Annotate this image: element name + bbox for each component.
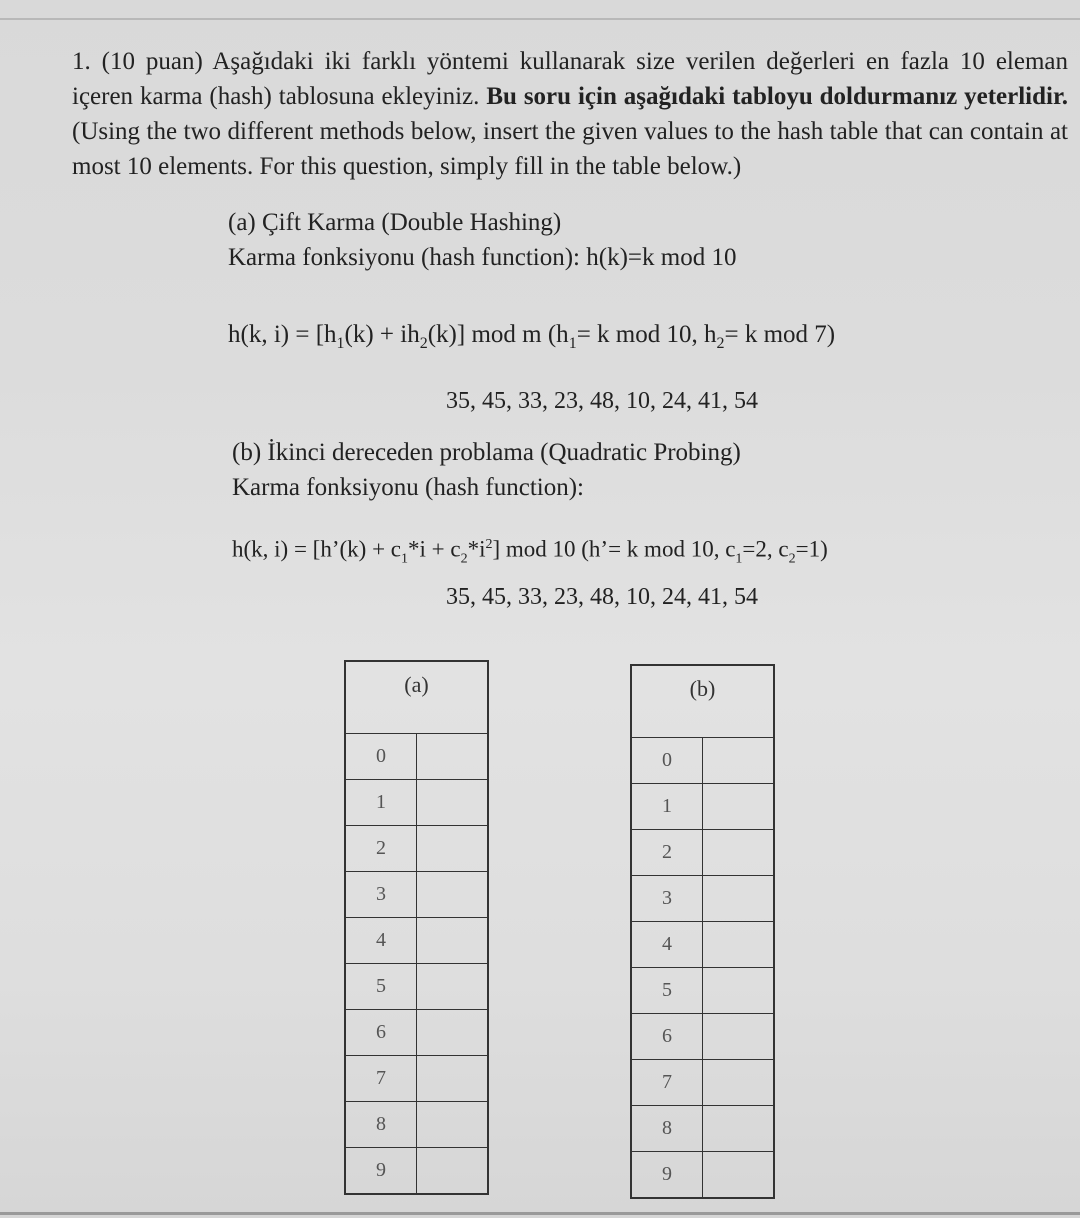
table-b-index: 7 [631,1060,703,1106]
table-a-index: 5 [345,964,417,1010]
table-a-slot-5[interactable] [417,964,489,1010]
table-a-slot-1[interactable] [417,780,489,826]
table-b-index: 6 [631,1014,703,1060]
table-row [345,826,488,872]
question-text [72,44,1068,184]
table-a-slot-8[interactable] [417,1102,489,1148]
part-a-title: (a) Çift Karma (Double Hashing) [228,209,562,236]
table-a-index: 4 [345,918,417,964]
table-row [631,968,774,1014]
table-b-slot-8[interactable] [703,1106,775,1152]
table-a-slot-9[interactable] [417,1148,489,1195]
part-b-hash-function: Karma fonksiyonu (hash function): [232,474,585,501]
part-a-values: 35, 45, 33, 23, 48, 10, 24, 41, 54 [446,388,758,414]
table-row [631,830,774,876]
table-a-slot-3[interactable] [417,872,489,918]
hash-table-a [344,660,489,1195]
table-a-index: 6 [345,1010,417,1056]
table-a-header: (a) [345,661,488,734]
table-b-slot-1[interactable] [703,784,775,830]
table-row [631,784,774,830]
table-row [345,1102,488,1148]
table-row [631,876,774,922]
part-b-title: (b) İkinci dereceden problama (Quadratic Probing) [232,439,741,466]
page-top-edge [0,18,1080,20]
table-b-index: 8 [631,1106,703,1152]
table-row [345,734,488,780]
table-a-slot-4[interactable] [417,918,489,964]
table-b-slot-6[interactable] [703,1014,775,1060]
question-intro: (10 puan) Aşağıdaki iki farklı yöntemi kullanarak size verilen değerleri en fazla 10 eleman içeren karma (hash) tablosuna ekleyiniz. [72,48,1068,110]
part-a-hash-function: Karma fonksiyonu (hash function): h(k)=k mod 10 [228,244,737,271]
table-row [345,918,488,964]
table-a-index: 7 [345,1056,417,1102]
table-b-slot-4[interactable] [703,922,775,968]
table-b-index: 0 [631,738,703,784]
table-row [631,1060,774,1106]
table-a-index: 1 [345,780,417,826]
table-row [631,922,774,968]
table-a-index: 8 [345,1102,417,1148]
table-b-slot-3[interactable] [703,876,775,922]
table-b-slot-5[interactable] [703,968,775,1014]
table-b-index: 1 [631,784,703,830]
table-row [345,1148,488,1195]
table-b-index: 9 [631,1152,703,1199]
table-b-header: (b) [631,665,774,738]
table-row [345,1056,488,1102]
question-number: 1. [72,48,91,75]
table-b-index: 5 [631,968,703,1014]
table-a-index: 3 [345,872,417,918]
table-row [345,872,488,918]
table-b-slot-7[interactable] [703,1060,775,1106]
part-b-values: 35, 45, 33, 23, 48, 10, 24, 41, 54 [446,584,758,610]
table-b-slot-9[interactable] [703,1152,775,1199]
page-bottom-edge [0,1212,1080,1215]
table-b-index: 3 [631,876,703,922]
table-row [631,1014,774,1060]
table-row [631,1152,774,1199]
table-a-index: 0 [345,734,417,780]
table-a-slot-2[interactable] [417,826,489,872]
part-a-formula: h(k, $i) = [h_1(k) + ih_2(k)]$ mod m ($h_1= k$ mod 10, $h_2= k$ mod 7) [228,321,836,352]
table-a-slot-7[interactable] [417,1056,489,1102]
question-english: (Using the two different methods below, insert the given values to the hash table that can contain at most 10 elements. For this question, simply fill in the table below.) [72,118,1068,180]
table-row [345,964,488,1010]
hash-table-b [630,664,775,1199]
question-bold-instruction: Bu soru için aşağıdaki tabloyu doldurmanız yeterlidir. [486,83,1069,110]
table-b-slot-2[interactable] [703,830,775,876]
table-b-index: 2 [631,830,703,876]
table-a-slot-0[interactable] [417,734,489,780]
table-a-slot-6[interactable] [417,1010,489,1056]
table-b-index: 4 [631,922,703,968]
table-b-slot-0[interactable] [703,738,775,784]
table-row [345,1010,488,1056]
table-row [631,738,774,784]
table-row [345,780,488,826]
table-a-index: 2 [345,826,417,872]
table-a-index: 9 [345,1148,417,1195]
part-b-formula: h(k, i) = [h’(k) + $c_1*i + c_2*i^2$] mod 10 (h’= k mod 10, $c_1=2$, $c_2=1$) [232,536,828,567]
table-row [631,1106,774,1152]
